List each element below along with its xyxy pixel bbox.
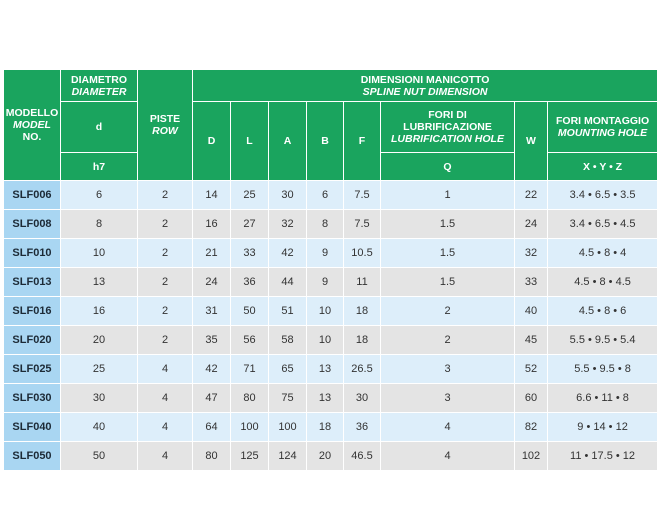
L-cell: 71 — [231, 355, 269, 384]
rows-cell: 2 — [138, 268, 193, 297]
L-cell: 33 — [231, 239, 269, 268]
Q-cell: 2 — [381, 326, 515, 355]
header-col-D: D — [193, 102, 231, 181]
A-cell: 42 — [269, 239, 307, 268]
W-cell: 40 — [515, 297, 548, 326]
B-cell: 10 — [307, 326, 344, 355]
model-cell: SLF025 — [4, 355, 61, 384]
diameter-cell: 6 — [61, 181, 138, 210]
B-cell: 13 — [307, 384, 344, 413]
F-cell: 18 — [344, 297, 381, 326]
header-lubrication-hole: FORI DI LUBRIFICAZIONE LUBRIFICATION HOLE — [381, 102, 515, 153]
W-cell: 52 — [515, 355, 548, 384]
F-cell: 7.5 — [344, 181, 381, 210]
rows-cell: 4 — [138, 442, 193, 471]
A-cell: 32 — [269, 210, 307, 239]
rows-cell: 4 — [138, 413, 193, 442]
diameter-cell: 50 — [61, 442, 138, 471]
model-cell: SLF050 — [4, 442, 61, 471]
Q-cell: 3 — [381, 355, 515, 384]
model-cell: SLF008 — [4, 210, 61, 239]
header-rows: PISTE ROW — [138, 70, 193, 181]
diameter-cell: 10 — [61, 239, 138, 268]
L-cell: 50 — [231, 297, 269, 326]
spline-nut-spec-table — [3, 69, 658, 471]
Q-cell: 4 — [381, 413, 515, 442]
W-cell: 102 — [515, 442, 548, 471]
table-row — [4, 326, 658, 355]
rows-cell: 2 — [138, 326, 193, 355]
table-row — [4, 442, 658, 471]
B-cell: 20 — [307, 442, 344, 471]
table-row — [4, 268, 658, 297]
L-cell: 125 — [231, 442, 269, 471]
B-cell: 6 — [307, 181, 344, 210]
diameter-cell: 30 — [61, 384, 138, 413]
header-diameter-tolerance: h7 — [61, 153, 138, 181]
D-cell: 14 — [193, 181, 231, 210]
W-cell: 45 — [515, 326, 548, 355]
B-cell: 9 — [307, 239, 344, 268]
rows-cell: 4 — [138, 355, 193, 384]
xyz-cell: 4.5 • 8 • 4.5 — [548, 268, 658, 297]
model-cell: SLF016 — [4, 297, 61, 326]
A-cell: 100 — [269, 413, 307, 442]
rows-cell: 2 — [138, 181, 193, 210]
model-cell: SLF020 — [4, 326, 61, 355]
Q-cell: 1.5 — [381, 210, 515, 239]
W-cell: 22 — [515, 181, 548, 210]
Q-cell: 1.5 — [381, 268, 515, 297]
B-cell: 9 — [307, 268, 344, 297]
table-row — [4, 413, 658, 442]
A-cell: 51 — [269, 297, 307, 326]
Q-cell: 1.5 — [381, 239, 515, 268]
table-row — [4, 239, 658, 268]
header-col-A: A — [269, 102, 307, 181]
W-cell: 32 — [515, 239, 548, 268]
B-cell: 10 — [307, 297, 344, 326]
L-cell: 27 — [231, 210, 269, 239]
D-cell: 80 — [193, 442, 231, 471]
F-cell: 30 — [344, 384, 381, 413]
header-lubrication-symbol: Q — [381, 153, 515, 181]
model-cell: SLF006 — [4, 181, 61, 210]
B-cell: 13 — [307, 355, 344, 384]
xyz-cell: 9 • 14 • 12 — [548, 413, 658, 442]
L-cell: 100 — [231, 413, 269, 442]
model-cell: SLF030 — [4, 384, 61, 413]
header-spline-nut-dimension: DIMENSIONI MANICOTTO SPLINE NUT DIMENSION — [193, 70, 658, 102]
F-cell: 10.5 — [344, 239, 381, 268]
D-cell: 31 — [193, 297, 231, 326]
W-cell: 33 — [515, 268, 548, 297]
xyz-cell: 3.4 • 6.5 • 4.5 — [548, 210, 658, 239]
L-cell: 36 — [231, 268, 269, 297]
F-cell: 26.5 — [344, 355, 381, 384]
header-mounting-hole: FORI MONTAGGIO MOUNTING HOLE — [548, 102, 658, 153]
model-cell: SLF013 — [4, 268, 61, 297]
table-row — [4, 355, 658, 384]
xyz-cell: 4.5 • 8 • 4 — [548, 239, 658, 268]
xyz-cell: 11 • 17.5 • 12 — [548, 442, 658, 471]
diameter-cell: 40 — [61, 413, 138, 442]
model-cell: SLF010 — [4, 239, 61, 268]
W-cell: 60 — [515, 384, 548, 413]
D-cell: 16 — [193, 210, 231, 239]
diameter-cell: 25 — [61, 355, 138, 384]
Q-cell: 1 — [381, 181, 515, 210]
header-diameter: DIAMETRO DIAMETER — [61, 70, 138, 102]
L-cell: 25 — [231, 181, 269, 210]
Q-cell: 4 — [381, 442, 515, 471]
D-cell: 47 — [193, 384, 231, 413]
F-cell: 11 — [344, 268, 381, 297]
L-cell: 80 — [231, 384, 269, 413]
model-cell: SLF040 — [4, 413, 61, 442]
W-cell: 24 — [515, 210, 548, 239]
rows-cell: 2 — [138, 297, 193, 326]
rows-cell: 4 — [138, 384, 193, 413]
F-cell: 46.5 — [344, 442, 381, 471]
W-cell: 82 — [515, 413, 548, 442]
table-row — [4, 297, 658, 326]
table-row — [4, 181, 658, 210]
F-cell: 7.5 — [344, 210, 381, 239]
diameter-cell: 20 — [61, 326, 138, 355]
diameter-cell: 16 — [61, 297, 138, 326]
table-body — [4, 181, 658, 471]
F-cell: 18 — [344, 326, 381, 355]
D-cell: 24 — [193, 268, 231, 297]
header-col-W: W — [515, 102, 548, 181]
rows-cell: 2 — [138, 210, 193, 239]
xyz-cell: 3.4 • 6.5 • 3.5 — [548, 181, 658, 210]
B-cell: 8 — [307, 210, 344, 239]
header-col-F: F — [344, 102, 381, 181]
Q-cell: 2 — [381, 297, 515, 326]
D-cell: 21 — [193, 239, 231, 268]
header-mounting-symbol: X • Y • Z — [548, 153, 658, 181]
Q-cell: 3 — [381, 384, 515, 413]
A-cell: 44 — [269, 268, 307, 297]
A-cell: 30 — [269, 181, 307, 210]
A-cell: 58 — [269, 326, 307, 355]
table-row — [4, 384, 658, 413]
xyz-cell: 6.6 • 11 • 8 — [548, 384, 658, 413]
L-cell: 56 — [231, 326, 269, 355]
D-cell: 64 — [193, 413, 231, 442]
rows-cell: 2 — [138, 239, 193, 268]
B-cell: 18 — [307, 413, 344, 442]
header-col-B: B — [307, 102, 344, 181]
xyz-cell: 5.5 • 9.5 • 8 — [548, 355, 658, 384]
diameter-cell: 8 — [61, 210, 138, 239]
table-row — [4, 210, 658, 239]
header-diameter-symbol: d — [61, 102, 138, 153]
header-model: MODELLO MODEL NO. — [4, 70, 61, 181]
table-header — [4, 70, 658, 181]
header-col-L: L — [231, 102, 269, 181]
xyz-cell: 5.5 • 9.5 • 5.4 — [548, 326, 658, 355]
diameter-cell: 13 — [61, 268, 138, 297]
D-cell: 35 — [193, 326, 231, 355]
A-cell: 75 — [269, 384, 307, 413]
F-cell: 36 — [344, 413, 381, 442]
A-cell: 65 — [269, 355, 307, 384]
D-cell: 42 — [193, 355, 231, 384]
A-cell: 124 — [269, 442, 307, 471]
xyz-cell: 4.5 • 8 • 6 — [548, 297, 658, 326]
